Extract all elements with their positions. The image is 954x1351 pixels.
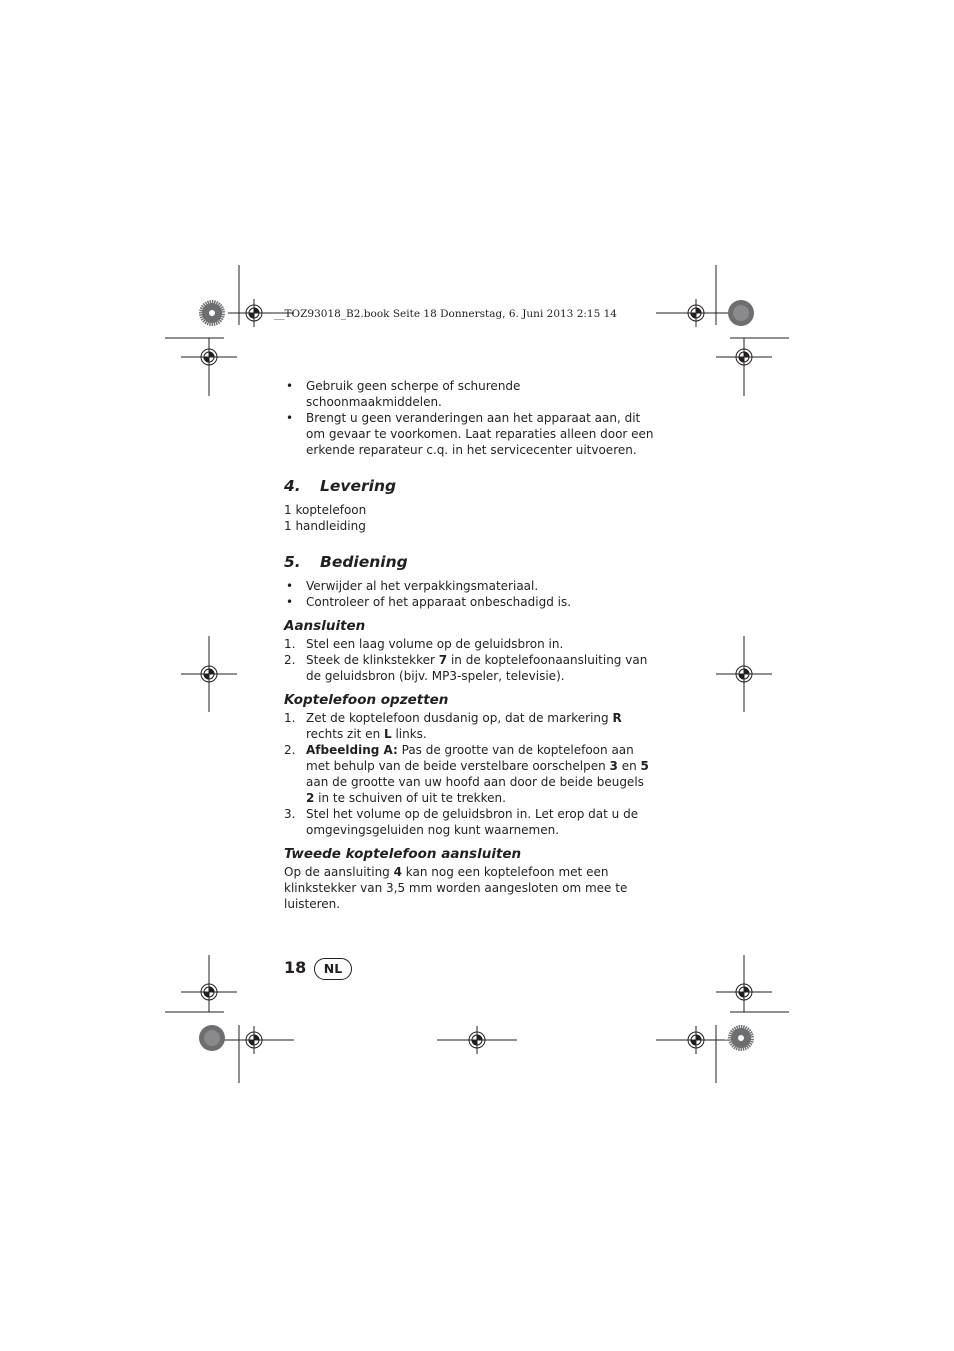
numbered-step bbox=[284, 652, 656, 684]
bullet-text: Verwijder al het verpakkingsmateriaal. bbox=[306, 579, 539, 593]
step-text: Steek de klinkstekker 7 in de koptelefoonaansluiting van de geluidsbron (bijv. MP3-speler, televisie). bbox=[306, 653, 648, 683]
section-heading-bediening bbox=[284, 552, 656, 572]
part-number: 5 bbox=[640, 759, 649, 773]
delivery-item: 1 handleiding bbox=[284, 519, 366, 533]
subheading-tweede-koptelefoon: Tweede koptelefoon aansluiten bbox=[284, 846, 522, 862]
list-item bbox=[284, 594, 656, 610]
bullet-mark: • bbox=[286, 411, 294, 425]
section-heading-levering bbox=[284, 476, 656, 496]
numbered-step bbox=[284, 710, 656, 742]
page-content bbox=[284, 378, 656, 912]
paragraph: Op de aansluiting 4 kan nog een koptelefoon met een klinkstekker van 3,5 mm worden aangesloten om mee te luisteren. bbox=[284, 865, 628, 911]
section-number: 4. bbox=[284, 477, 301, 495]
bullet-mark: • bbox=[286, 379, 294, 393]
part-number: 4 bbox=[393, 865, 402, 879]
bullet-text: Gebruik geen scherpe of schurende schoonmaakmiddelen. bbox=[306, 379, 521, 409]
numbered-step bbox=[284, 742, 656, 806]
section-number: 5. bbox=[284, 553, 301, 571]
section-title: Levering bbox=[320, 477, 397, 495]
list-item bbox=[284, 410, 656, 458]
bullet-text: Brengt u geen veranderingen aan het apparaat aan, dit om gevaar te voorkomen. Laat reparaties alleen door een erkende reparateur c.q. in het servicecenter uitvoeren. bbox=[306, 411, 654, 457]
step-number: 3. bbox=[284, 807, 296, 821]
step-text: Afbeelding A: Pas de grootte van de koptelefoon aan met behulp van de beide verstelbare oorschelpen 3 en 5 aan de grootte van uw hoofd aan door de beide beugels 2 in te schuiven of uit te trekken. bbox=[306, 743, 649, 805]
subheading-koptelefoon-opzetten: Koptelefoon opzetten bbox=[284, 692, 449, 708]
part-number: 2 bbox=[306, 791, 315, 805]
step-number: 2. bbox=[284, 653, 296, 667]
step-text: Stel het volume op de geluidsbron in. Let erop dat u de omgevingsgeluiden nog kunt waarnemen. bbox=[306, 807, 639, 837]
part-number: 3 bbox=[609, 759, 618, 773]
step-number: 1. bbox=[284, 711, 296, 725]
bullet-mark: • bbox=[286, 579, 294, 593]
marking-label: R bbox=[612, 711, 622, 725]
numbered-step bbox=[284, 806, 656, 838]
step-text: Stel een laag volume op de geluidsbron in. bbox=[306, 637, 564, 651]
subheading-aansluiten: Aansluiten bbox=[284, 618, 366, 634]
step-number: 1. bbox=[284, 637, 296, 651]
list-item bbox=[284, 378, 656, 410]
bullet-text: Controleer of het apparaat onbeschadigd is. bbox=[306, 595, 572, 609]
step-text: Zet de koptelefoon dusdanig op, dat de markering R rechts zit en L links. bbox=[306, 711, 622, 741]
section-title: Bediening bbox=[320, 553, 408, 571]
language-badge: NL bbox=[314, 958, 352, 980]
step-number: 2. bbox=[284, 743, 296, 757]
page-number: 18 bbox=[284, 958, 307, 977]
list-item bbox=[284, 578, 656, 594]
part-number: 7 bbox=[438, 653, 448, 667]
delivery-item: 1 koptelefoon bbox=[284, 503, 367, 517]
bullet-mark: • bbox=[286, 595, 294, 609]
numbered-step bbox=[284, 636, 656, 652]
print-file-header: __TOZ93018_B2.book Seite 18 Donnerstag, 6. Juni 2013 2:15 14 bbox=[274, 308, 617, 320]
marking-label: L bbox=[383, 727, 392, 741]
figure-reference: Afbeelding A: bbox=[306, 743, 398, 757]
